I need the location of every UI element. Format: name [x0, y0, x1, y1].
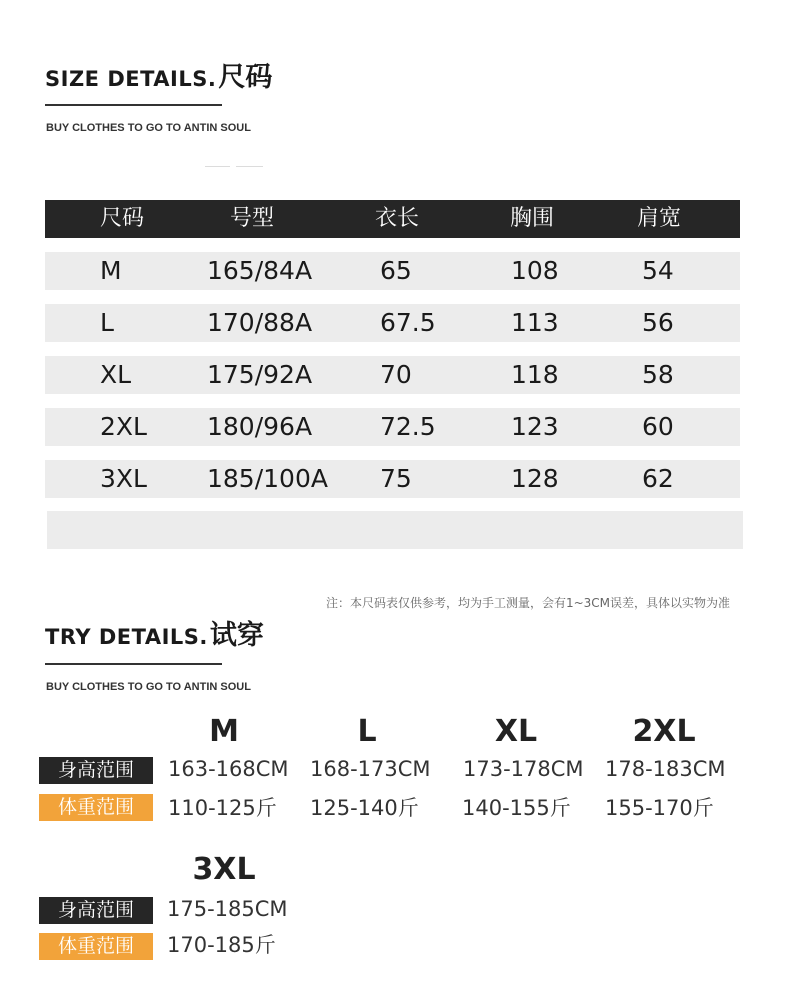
- size-details-title-cn: 尺码: [218, 62, 273, 93]
- height-value: 173-178CM: [463, 757, 584, 781]
- cell-shoulder: 62: [642, 464, 674, 493]
- weight-value: 125-140斤: [310, 796, 419, 820]
- height-value: 168-173CM: [310, 757, 431, 781]
- cell-shoulder: 58: [642, 360, 674, 389]
- header-chest: 胸围: [510, 206, 555, 231]
- cell-size: 2XL: [100, 412, 147, 441]
- weight-value: 155-170斤: [605, 796, 714, 820]
- decorative-dash: [205, 166, 230, 167]
- size-title-rule: [45, 104, 222, 106]
- cell-shoulder: 56: [642, 308, 674, 337]
- header-size: 尺码: [100, 206, 145, 231]
- cell-length: 70: [380, 360, 412, 389]
- table-row: [45, 252, 740, 290]
- cell-model: 180/96A: [207, 412, 313, 441]
- empty-table-row: [47, 511, 743, 549]
- cell-model: 165/84A: [207, 256, 313, 285]
- weight-value: 140-155斤: [462, 796, 571, 820]
- cell-model: 185/100A: [207, 464, 328, 493]
- weight-value: 110-125斤: [168, 796, 277, 820]
- header-length: 衣长: [375, 206, 420, 231]
- decorative-dash: [236, 166, 263, 167]
- cell-chest: 123: [511, 412, 559, 441]
- table-row: [45, 356, 740, 394]
- header-model: 号型: [230, 206, 275, 231]
- cell-chest: 128: [511, 464, 559, 493]
- table-row: [45, 460, 740, 498]
- cell-shoulder: 60: [642, 412, 674, 441]
- try-subtitle: BUY CLOTHES TO GO TO ANTIN SOUL: [46, 681, 251, 693]
- height-range-badge: 身高范围: [39, 897, 153, 924]
- weight-value: 170-185斤: [167, 933, 276, 957]
- try-title-rule: [45, 663, 222, 665]
- height-range-badge: 身高范围: [39, 757, 153, 784]
- measurement-note: 注：本尺码表仅供参考，均为手工测量，会有1~3CM误差，具体以实物为准: [325, 596, 730, 610]
- height-value: 163-168CM: [168, 757, 289, 781]
- cell-size: L: [100, 308, 114, 337]
- size-table-header: [45, 200, 740, 238]
- table-row: [45, 304, 740, 342]
- cell-size: 3XL: [100, 464, 147, 493]
- try-details-title: [45, 622, 264, 649]
- header-shoulder: 肩宽: [637, 206, 682, 231]
- weight-range-badge: 体重范围: [39, 794, 153, 821]
- cell-chest: 113: [511, 308, 559, 337]
- height-value: 175-185CM: [167, 897, 288, 921]
- cell-length: 75: [380, 464, 412, 493]
- cell-length: 67.5: [380, 308, 436, 337]
- try-details-title-cn: 试穿: [209, 620, 264, 651]
- weight-range-badge: 体重范围: [39, 933, 153, 960]
- try-size-label: 2XL: [632, 714, 696, 749]
- cell-model: 175/92A: [207, 360, 313, 389]
- height-value: 178-183CM: [605, 757, 726, 781]
- cell-length: 65: [380, 256, 412, 285]
- table-row: [45, 408, 740, 446]
- cell-model: 170/88A: [207, 308, 313, 337]
- cell-chest: 108: [511, 256, 559, 285]
- size-details-title: [45, 64, 272, 91]
- cell-shoulder: 54: [642, 256, 674, 285]
- size-details-title-en: SIZE DETAILS.: [45, 67, 217, 91]
- try-size-label: L: [357, 714, 377, 749]
- try-size-label: 3XL: [192, 852, 256, 887]
- try-size-label: M: [209, 714, 239, 749]
- size-subtitle: BUY CLOTHES TO GO TO ANTIN SOUL: [46, 122, 251, 134]
- cell-chest: 118: [511, 360, 559, 389]
- try-size-label: XL: [494, 714, 538, 749]
- try-details-title-en: TRY DETAILS.: [45, 625, 208, 649]
- cell-size: XL: [100, 360, 132, 389]
- cell-size: M: [100, 256, 122, 285]
- cell-length: 72.5: [380, 412, 436, 441]
